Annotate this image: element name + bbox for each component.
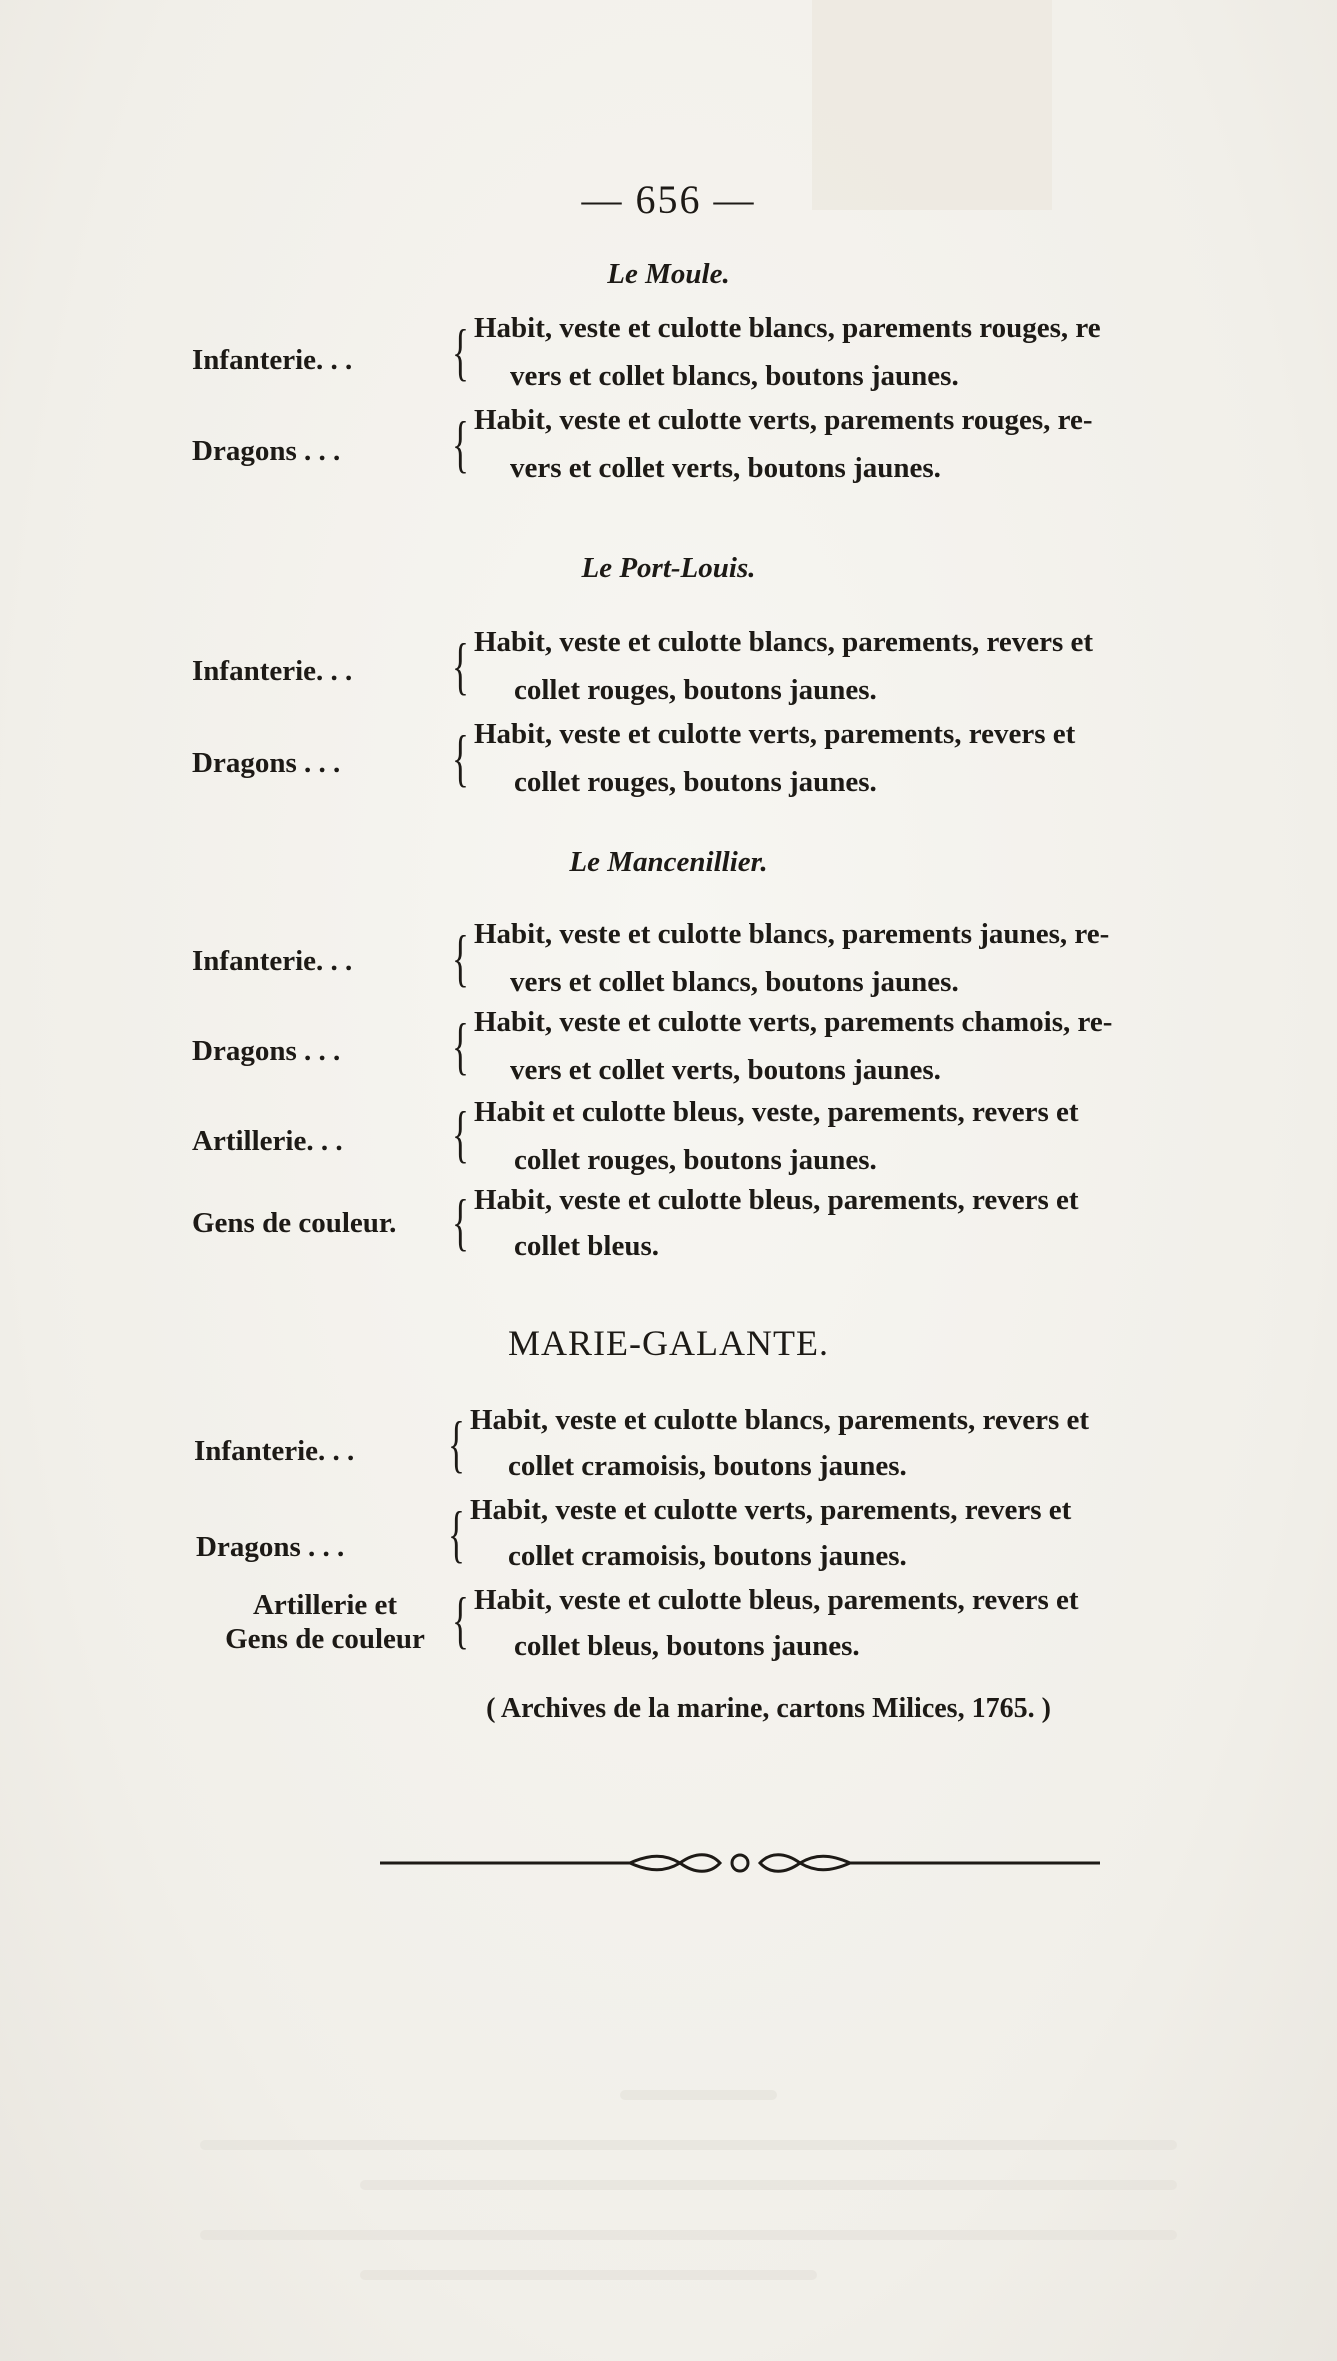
brace-icon: { — [452, 408, 469, 479]
entry-line2: collet bleus, boutons jaunes. — [514, 1630, 860, 1662]
entry-label: Infanterie. . . — [194, 1435, 355, 1467]
entry-line1: Habit, veste et culotte blancs, parements, revers et — [474, 626, 1094, 658]
ornamental-divider — [380, 1848, 1100, 1878]
section-title-marie-galante: MARIE-GALANTE. — [508, 1323, 829, 1363]
entry-line1: Habit, veste et culotte verts, parements, revers et — [474, 718, 1076, 750]
section-title-le-moule: Le Moule. — [607, 258, 730, 290]
entry-label: Infanterie. . . — [192, 945, 353, 977]
entry-label: Infanterie. . . — [192, 655, 353, 687]
entry-line2: vers et collet blancs, boutons jaunes. — [510, 360, 959, 392]
entry-line2: collet rouges, boutons jaunes. — [514, 1144, 877, 1176]
brace-icon: { — [452, 922, 469, 993]
bleed-through-shadow — [0, 2080, 1337, 2340]
entry-line2: collet cramoisis, boutons jaunes. — [508, 1540, 907, 1572]
brace-icon: { — [452, 630, 469, 701]
entry-label: Gens de couleur. — [192, 1207, 397, 1239]
source-citation: ( Archives de la marine, cartons Milices, 1765. ) — [486, 1693, 1051, 1724]
brace-icon: { — [448, 1498, 465, 1569]
entry-line1: Habit, veste et culotte verts, parements, revers et — [470, 1494, 1072, 1526]
section-title-le-mancenillier: Le Mancenillier. — [569, 846, 768, 878]
entry-line1: Habit, veste et culotte bleus, parements, revers et — [474, 1584, 1079, 1616]
entry-label: Dragons . . . — [192, 747, 341, 779]
entry-label-second-line: Gens de couleur — [225, 1623, 425, 1655]
brace-icon: { — [452, 1186, 469, 1257]
entry-line2: collet rouges, boutons jaunes. — [514, 766, 877, 798]
brace-icon: { — [452, 1584, 469, 1655]
entry-label: Dragons . . . — [192, 435, 341, 467]
entry-line1: Habit, veste et culotte verts, parements chamois, re- — [474, 1006, 1113, 1038]
entry-line2: vers et collet verts, boutons jaunes. — [510, 452, 941, 484]
entry-line1: Habit, veste et culotte bleus, parements, revers et — [474, 1184, 1079, 1216]
entry-line2: collet bleus. — [514, 1230, 659, 1262]
entry-line1: Habit, veste et culotte verts, parements rouges, re- — [474, 404, 1093, 436]
brace-icon: { — [448, 1408, 465, 1479]
entry-line1: Habit, veste et culotte blancs, parements jaunes, re- — [474, 918, 1110, 950]
entry-line1: Habit et culotte bleus, veste, parements, revers et — [474, 1096, 1079, 1128]
entry-line2: collet rouges, boutons jaunes. — [514, 674, 877, 706]
entry-line1: Habit, veste et culotte blancs, parements, revers et — [470, 1404, 1090, 1436]
entry-label: Artillerie et — [252, 1589, 398, 1621]
brace-icon: { — [452, 316, 469, 387]
entry-line2: vers et collet blancs, boutons jaunes. — [510, 966, 959, 998]
page-number: — 656 — — [581, 177, 756, 222]
brace-icon: { — [452, 1010, 469, 1081]
entry-label: Dragons . . . — [196, 1531, 345, 1563]
entry-line2: collet cramoisis, boutons jaunes. — [508, 1450, 907, 1482]
section-title-le-port-louis: Le Port-Louis. — [581, 552, 756, 584]
entry-label: Dragons . . . — [192, 1035, 341, 1067]
entry-label: Artillerie. . . — [192, 1125, 343, 1157]
entry-line2: vers et collet verts, boutons jaunes. — [510, 1054, 941, 1086]
entry-line1: Habit, veste et culotte blancs, parements rouges, re — [474, 312, 1101, 344]
brace-icon: { — [452, 722, 469, 793]
brace-icon: { — [452, 1098, 469, 1169]
entry-label: Infanterie. . . — [192, 344, 353, 376]
